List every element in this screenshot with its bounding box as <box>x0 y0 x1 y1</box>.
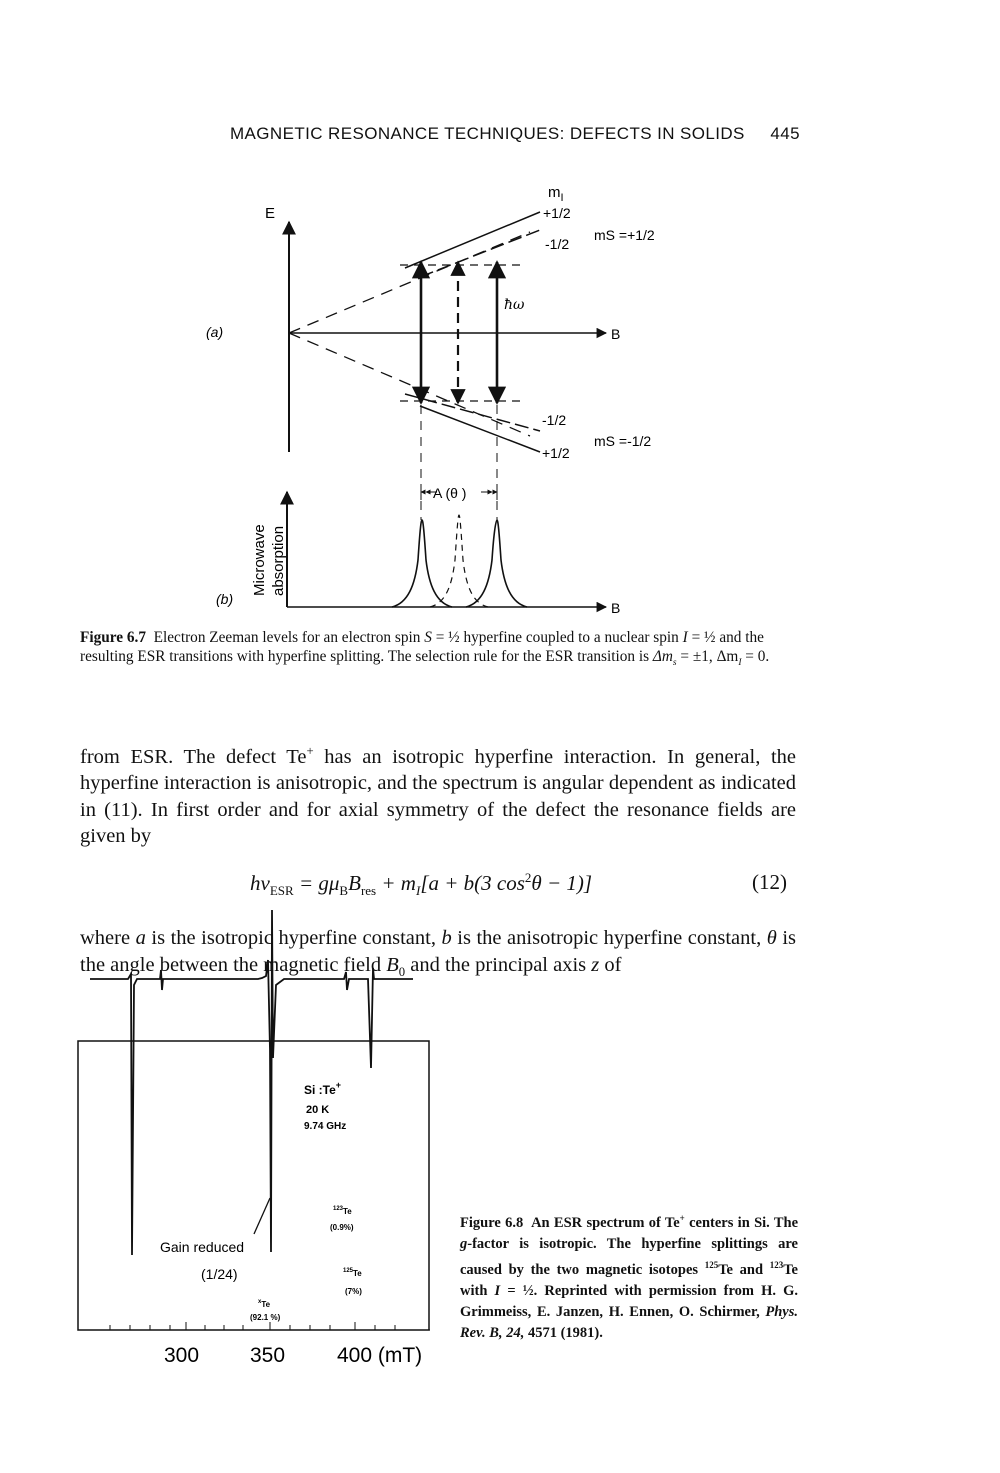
figure-6-8-caption: Figure 6.8 An ESR spectrum of Te+ centers in Si. The g-factor is isotropic. The hyperfine splittings are caused by the two magnetic isotopes $^{125}$Te and $^{123}$Te with I = ½. Reprinted with permission from H. G. Grimmeiss, E. Janzen, H. Ennen, O. Schirmer, Phys. Rev. B, 24, 4571 (1981). <box>460 1213 799 1341</box>
field-axis-label-b: B <box>611 600 621 616</box>
para-text: has an isotropic hyperfine interaction. In general, the hyperfine interaction is anisotropic, and the spectrum is angular dependent as indicated in (11). In first order and for axial symmetry of the defect the resonance fields are given by <box>80 745 796 848</box>
splitting-label: A (θ ) <box>433 485 467 501</box>
caption-text: Electron Zeeman levels for an electron spin <box>153 629 421 646</box>
para-text: from ESR. The defect Te <box>80 745 307 768</box>
page-number: 445 <box>770 124 800 143</box>
panel-a-label: (a) <box>206 324 224 340</box>
caption-text: Δm <box>652 648 673 665</box>
absorption-peak-2 <box>466 520 527 607</box>
panel-b-label: (b) <box>216 591 234 607</box>
temperature-label: 20 K <box>306 1104 330 1116</box>
ms-upper-label: mS =+1/2 <box>594 227 655 243</box>
x-tick-350: 350 <box>250 1344 286 1367</box>
ylabel-microwave: Microwave <box>251 524 268 596</box>
energy-axis-label: E <box>265 205 276 222</box>
isotope-125-abundance: (7%) <box>345 1287 362 1296</box>
equation-text: $h\nu_{ESR} = g\mu_BB_{res} + m_I[a + b(3$ $\cos^2\theta - 1$)] <box>250 870 593 899</box>
isotope-123-abundance: (0.9%) <box>330 1223 354 1232</box>
dashed-fan-lower <box>289 333 530 436</box>
upper-level-minus-label: -1/2 <box>545 236 570 252</box>
absorption-peak-center <box>430 515 488 607</box>
frequency-label: 9.74 GHz <box>304 1121 347 1132</box>
equation-number: (12) <box>752 870 787 894</box>
figure-6-7-caption: Figure 6.7 Electron Zeeman levels for an electron spin S = ½ hyperfine coupled to a nuclear spin I = ½ and the resulting ESR transitions with hyperfine splitting. The selection rule for the ESR transition is $\Delta m_s = \pm 1$, $\Delta m_I = 0$. <box>80 629 770 669</box>
caption-label: Figure 6.8 <box>460 1214 524 1231</box>
body-paragraph-1 <box>80 738 796 850</box>
caption-text: = 0. <box>745 648 770 665</box>
dashed-fan-upper <box>289 232 530 333</box>
equation-12 <box>250 870 592 899</box>
isotope-123-label: $^{123}$Te <box>333 1206 352 1216</box>
absorption-peak-1 <box>392 520 452 607</box>
ms-lower-label: mS =-1/2 <box>594 433 652 449</box>
photon-label: ħω <box>504 297 525 313</box>
fig67-panel-b <box>287 484 606 607</box>
caption-text: = ±1, Δm <box>680 648 739 665</box>
isotope-main-label: $^x$Te <box>258 1299 271 1309</box>
para-sup: + <box>306 744 314 758</box>
body-paragraph-2: where a is the isotropic hyperfine constant, b is the anisotropic hyperfine constant, θ is the angle between the magnetic field $B_0$ and the principal axis z of <box>80 927 797 979</box>
caption-text: and the resulting ESR transitions with hyperfine splitting. The selection rule for the ESR transition is <box>80 629 764 665</box>
fig67-panel-a <box>289 212 606 520</box>
caption-text: hyperfine coupled to a nuclear spin <box>463 629 679 646</box>
lower-level-plus-label: +1/2 <box>542 445 570 461</box>
gain-note-2: (1/24) <box>201 1266 238 1282</box>
level-upper-plus <box>405 212 540 268</box>
running-title: MAGNETIC RESONANCE TECHNIQUES: DEFECTS IN SOLIDS <box>230 124 745 143</box>
upper-level-plus-label: +1/2 <box>543 205 571 221</box>
field-axis-label: B <box>611 326 621 342</box>
caption-label: Figure 6.7 <box>80 629 146 646</box>
spectrum-ticks <box>110 1322 395 1330</box>
ylabel-absorption: absorption <box>270 525 287 596</box>
gain-note-1: Gain reduced <box>160 1239 245 1255</box>
lower-level-minus-label: -1/2 <box>542 412 567 428</box>
isotope-main-abundance: (92.1 %) <box>250 1313 281 1322</box>
mi-heading: $m_I$ <box>548 184 564 204</box>
x-tick-400: 400 (mT) <box>337 1344 423 1367</box>
sample-label: Si :Te+ <box>304 1080 342 1097</box>
x-tick-300: 300 <box>164 1344 200 1367</box>
level-lower-plus <box>420 406 540 452</box>
isotope-125-label: $^{125}$Te <box>343 1268 362 1278</box>
